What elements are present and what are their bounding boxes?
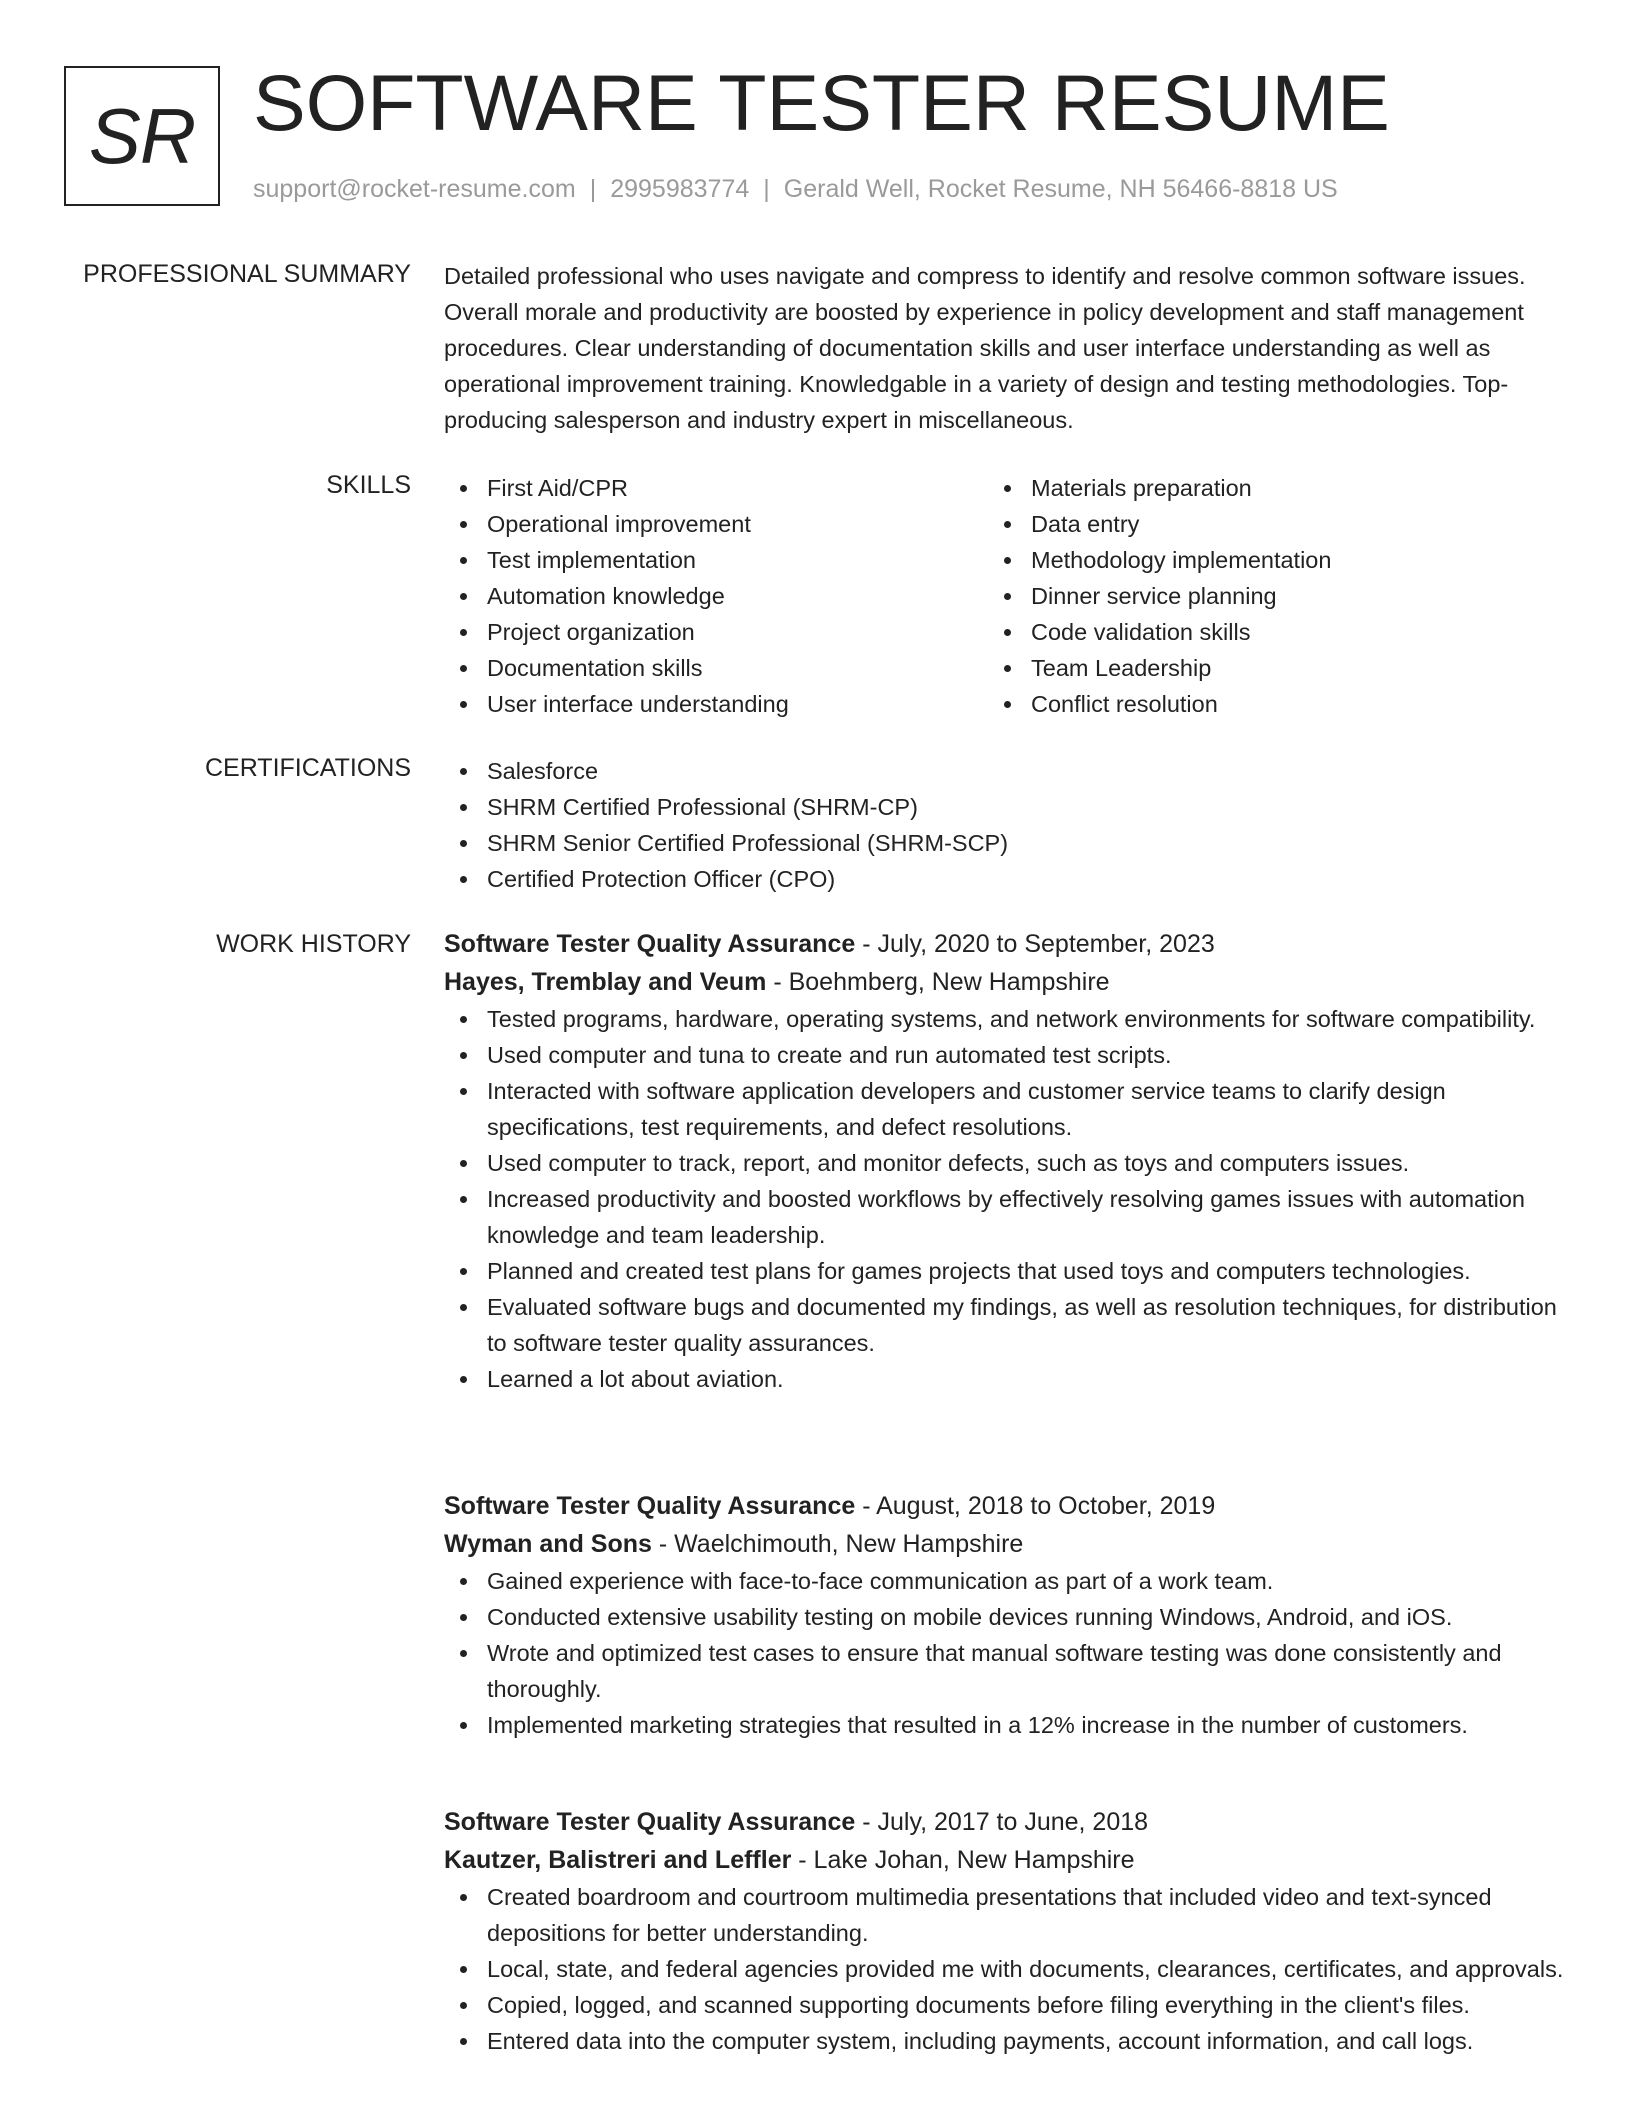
job-duty: Local, state, and federal agencies provided me with documents, clearances, certificates, and approvals. <box>444 1951 1564 1987</box>
job-duty: Entered data into the computer system, including payments, account information, and call logs. <box>444 2023 1564 2059</box>
job-duty: Planned and created test plans for games projects that used toys and computers technologies. <box>444 1253 1564 1289</box>
job-duties-list <box>444 1001 1564 1397</box>
skill-item: Operational improvement <box>444 506 964 542</box>
job-duty: Conducted extensive usability testing on mobile devices running Windows, Android, and iOS. <box>444 1599 1564 1635</box>
job-title: Software Tester Quality Assurance <box>444 1492 856 1520</box>
summary-text: Detailed professional who uses navigate and compress to identify and resolve common software issues. Overall morale and productivity are boosted by experience in policy development and staff management procedures. Clear understanding of documentation skills and user interface understanding as well as operational improvement training. Knowledgable in a variety of design and testing methodologies. Top-producing salesperson and industry expert in miscellaneous. <box>444 263 1526 433</box>
job-duty: Gained experience with face-to-face communication as part of a work team. <box>444 1563 1564 1599</box>
job-entry <box>444 1803 1564 2059</box>
job-duty: Interacted with software application developers and customer service teams to clarify design specifications, test requirements, and defect resolutions. <box>444 1073 1564 1145</box>
certification-item: SHRM Certified Professional (SHRM-CP) <box>444 789 1564 825</box>
job-company: Hayes, Tremblay and Veum <box>444 968 767 996</box>
skill-item: Project organization <box>444 614 964 650</box>
certifications-list <box>444 753 1564 897</box>
section-label-summary: PROFESSIONAL SUMMARY <box>83 260 411 288</box>
section-label-certifications: CERTIFICATIONS <box>204 754 411 782</box>
job-duty: Used computer and tuna to create and run automated test scripts. <box>444 1037 1564 1073</box>
job-dates: - July, 2020 to September, 2023 <box>855 930 1215 958</box>
monogram-logo: SR <box>64 66 220 206</box>
job-duty: Used computer to track, report, and monitor defects, such as toys and computers issues. <box>444 1145 1564 1181</box>
job-duty: Created boardroom and courtroom multimedia presentations that included video and text-synced depositions for better understanding. <box>444 1879 1564 1951</box>
job-duty: Evaluated software bugs and documented my findings, as well as resolution techniques, for distribution to software tester quality assurances. <box>444 1289 1564 1361</box>
skill-item: Data entry <box>988 506 1548 542</box>
contact-email: support@rocket-resume.com <box>253 175 576 203</box>
skill-item: Automation knowledge <box>444 578 964 614</box>
job-duty: Implemented marketing strategies that resulted in a 12% increase in the number of customers. <box>444 1707 1564 1743</box>
job-company: Kautzer, Balistreri and Leffler <box>444 1846 792 1874</box>
skill-item: Documentation skills <box>444 650 964 686</box>
certification-item: Certified Protection Officer (CPO) <box>444 861 1564 897</box>
job-duty: Learned a lot about aviation. <box>444 1361 1564 1397</box>
resume-title: SOFTWARE TESTER RESUME <box>253 58 1390 147</box>
job-title: Software Tester Quality Assurance <box>444 930 856 958</box>
contact-separator: | <box>763 175 770 203</box>
skill-item: Team Leadership <box>988 650 1548 686</box>
skills-list-left <box>444 470 964 722</box>
skill-item: Conflict resolution <box>988 686 1548 722</box>
job-dates: - July, 2017 to June, 2018 <box>855 1808 1149 1836</box>
job-duty: Tested programs, hardware, operating systems, and network environments for software compatibility. <box>444 1001 1564 1037</box>
contact-line <box>253 174 1338 204</box>
skill-item: First Aid/CPR <box>444 470 964 506</box>
job-duties-list <box>444 1879 1564 2059</box>
section-label-skills: SKILLS <box>326 471 411 499</box>
skill-item: Methodology implementation <box>988 542 1548 578</box>
job-company-line <box>444 1841 1564 1879</box>
job-title-line <box>444 1487 1564 1525</box>
job-title: Software Tester Quality Assurance <box>444 1808 856 1836</box>
job-dates: - August, 2018 to October, 2019 <box>855 1492 1216 1520</box>
skill-item: Code validation skills <box>988 614 1548 650</box>
section-label-work-history: WORK HISTORY <box>216 930 411 958</box>
contact-phone: 2995983774 <box>610 175 750 203</box>
job-entry <box>444 1487 1564 1743</box>
skill-item: Dinner service planning <box>988 578 1548 614</box>
contact-address: Gerald Well, Rocket Resume, NH 56466-8818 US <box>783 175 1338 203</box>
contact-separator: | <box>589 175 597 203</box>
job-location: - Lake Johan, New Hampshire <box>791 1846 1135 1874</box>
certification-item: SHRM Senior Certified Professional (SHRM-SCP) <box>444 825 1564 861</box>
job-company-line <box>444 1525 1564 1563</box>
skill-item: Test implementation <box>444 542 964 578</box>
job-company: Wyman and Sons <box>444 1530 652 1558</box>
job-title-line <box>444 1803 1564 1841</box>
skill-item: User interface understanding <box>444 686 964 722</box>
job-entry <box>444 925 1564 1397</box>
job-duty: Copied, logged, and scanned supporting documents before filing everything in the client's files. <box>444 1987 1564 2023</box>
job-duties-list <box>444 1563 1564 1743</box>
job-company-line <box>444 963 1564 1001</box>
job-title-line <box>444 925 1564 963</box>
job-location: - Boehmberg, New Hampshire <box>766 968 1110 996</box>
job-duty: Increased productivity and boosted workflows by effectively resolving games issues with automation knowledge and team leadership. <box>444 1181 1564 1253</box>
skill-item: Materials preparation <box>988 470 1548 506</box>
certification-item: Salesforce <box>444 753 1564 789</box>
job-location: - Waelchimouth, New Hampshire <box>651 1530 1024 1558</box>
skills-list-right <box>988 470 1548 722</box>
job-duty: Wrote and optimized test cases to ensure that manual software testing was done consistently and thoroughly. <box>444 1635 1564 1707</box>
